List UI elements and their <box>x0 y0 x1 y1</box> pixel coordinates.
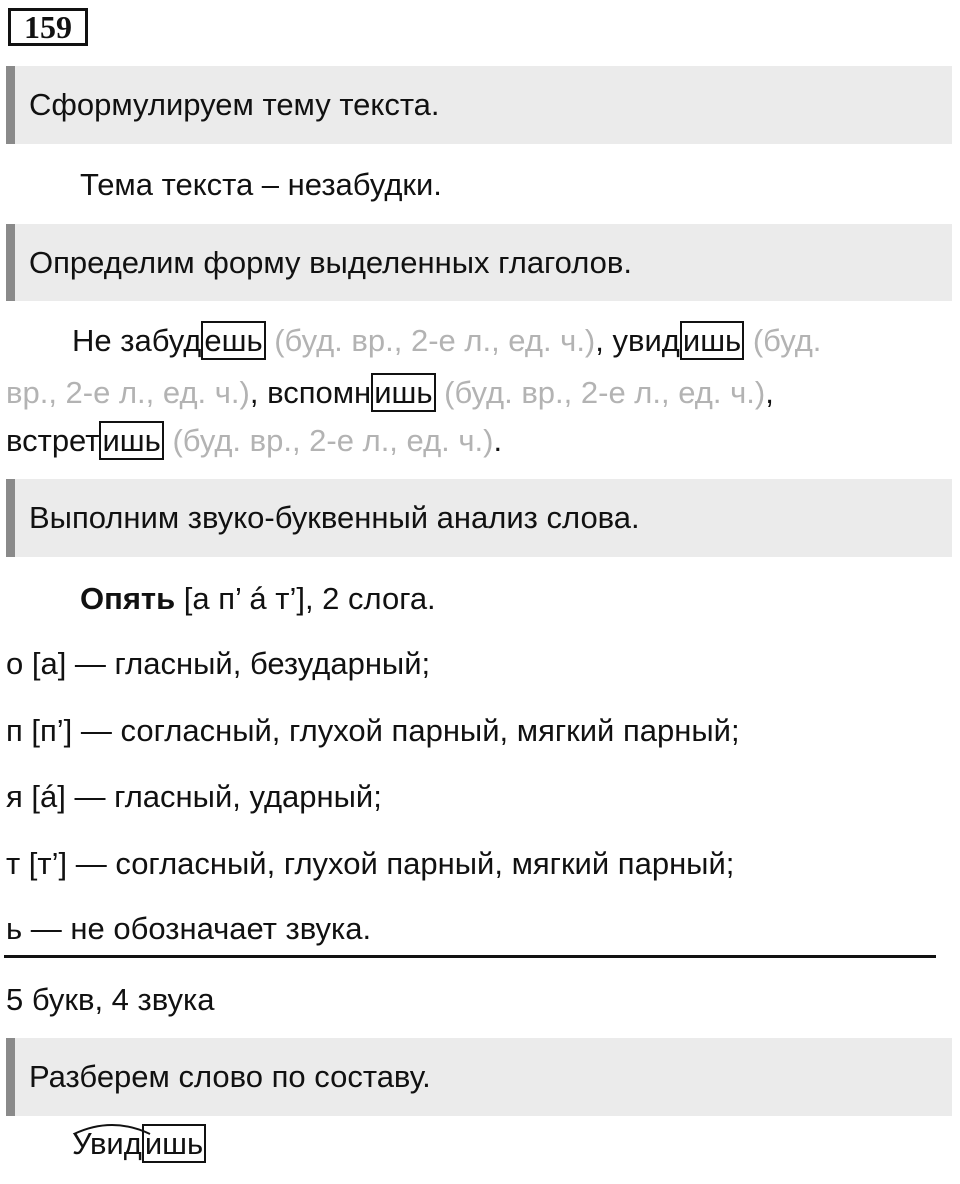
section-header-morphemes <box>6 1038 952 1116</box>
sound-line: я [á] — гласный, ударный; <box>6 779 382 814</box>
verb-stem: вспомн <box>267 375 372 410</box>
separator: , <box>249 375 268 410</box>
verb-form-note: (буд. вр., 2-е л., ед. ч.) <box>172 423 494 458</box>
root-morpheme <box>72 1126 142 1162</box>
verbs-line-3 <box>6 422 502 459</box>
section-header-verbs <box>6 224 952 301</box>
separator: , <box>595 323 613 358</box>
separator: , <box>765 375 774 410</box>
verb-stem: увид <box>612 323 680 358</box>
section-header-text: Определим форму выделенных глаголов. <box>29 244 633 280</box>
transcription: [а п’ á т’], 2 слога. <box>175 581 436 616</box>
ending-morpheme: ишь <box>142 1124 206 1163</box>
separator: . <box>493 423 503 458</box>
root-text: Увид <box>72 1126 142 1161</box>
root-arc-icon <box>72 1122 152 1136</box>
verb-form-note: вр., 2-е л., ед. ч.) <box>6 375 250 410</box>
topic-text: Тема текста – незабудки. <box>80 167 442 202</box>
analysis-summary: 5 букв, 4 звука <box>6 982 215 1017</box>
verb-form-note: (буд. вр., 2-е л., ед. ч.) <box>274 323 596 358</box>
verb-ending: ешь <box>201 321 265 360</box>
summary-divider <box>4 955 936 958</box>
analysis-word-line <box>80 580 436 617</box>
morpheme-analysis <box>72 1126 206 1162</box>
verb-ending: ишь <box>371 373 435 412</box>
section-header-topic <box>6 66 952 144</box>
task-number: 159 <box>8 8 88 46</box>
verbs-line-1 <box>72 322 821 359</box>
section-header-text: Разберем слово по составу. <box>29 1059 431 1094</box>
verbs-line-2 <box>6 374 774 411</box>
verb-form-note: (буд. вр., 2-е л., ед. ч.) <box>444 375 766 410</box>
section-header-text: Выполним звуко-буквенный анализ слова. <box>29 500 640 535</box>
verb-stem: Не забуд <box>72 323 202 358</box>
analysis-word: Опять <box>80 581 176 616</box>
verb-form-note: (буд. <box>752 323 822 358</box>
section-header-analysis <box>6 479 952 557</box>
sound-line: о [а] — гласный, безударный; <box>6 646 431 681</box>
section-header-text: Сформулируем тему текста. <box>29 87 440 122</box>
verb-ending: ишь <box>99 421 163 460</box>
verb-ending: ишь <box>680 321 744 360</box>
sound-line: ь — не обозначает звука. <box>6 911 372 946</box>
verb-stem: встрет <box>6 423 100 458</box>
sound-line: п [п’] — согласный, глухой парный, мягкий парный; <box>6 713 740 748</box>
sound-line: т [т’] — согласный, глухой парный, мягкий парный; <box>6 846 735 881</box>
